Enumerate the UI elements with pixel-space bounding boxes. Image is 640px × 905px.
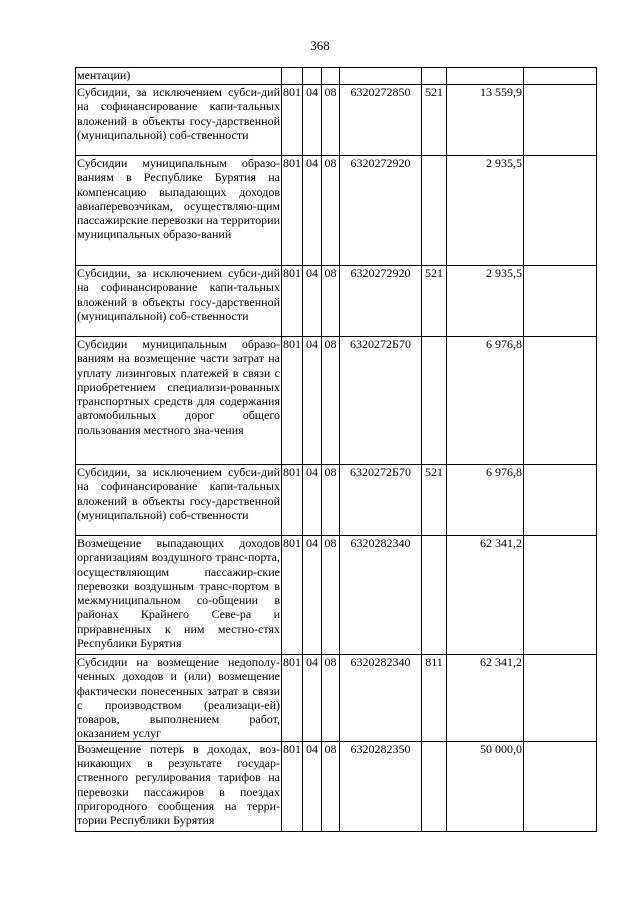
target-article-code: 6320272920 [340, 156, 422, 266]
subsection-code: 04 [303, 156, 322, 266]
empty-cell [524, 655, 597, 742]
empty-cell [524, 266, 597, 337]
item-code: 08 [322, 741, 340, 831]
subsection-code: 04 [303, 741, 322, 831]
expense-type-code: 521 [422, 85, 447, 156]
item-code: 08 [322, 337, 340, 465]
item-code [322, 68, 340, 85]
item-code: 08 [322, 465, 340, 536]
section-code: 801 [282, 655, 303, 742]
table-row [76, 266, 597, 337]
expense-type-code [422, 156, 447, 266]
table-row [76, 741, 597, 831]
empty-cell [524, 68, 597, 85]
expense-type-code [422, 68, 447, 85]
subsection-code [303, 68, 322, 85]
section-code: 801 [282, 266, 303, 337]
row-description: Субсидии, за исключением субси-дий на софинансирование капи-тальных вложений в объекты госу-дарственной (муниципальной) соб-ственности [76, 85, 282, 156]
expense-type-code: 521 [422, 266, 447, 337]
subsection-code: 04 [303, 266, 322, 337]
section-code: 801 [282, 85, 303, 156]
expense-type-code: 811 [422, 655, 447, 742]
target-article-code: 6320282340 [340, 536, 422, 655]
table-row [76, 465, 597, 536]
row-description: Возмещение потерь в доходах, воз-никающих в результате государ-ственного регулирования тарифов на перевозки пассажиров в поездах пригородного сообщения на терри-тории Республики Бурятия [76, 741, 282, 831]
expense-type-code: 521 [422, 465, 447, 536]
budget-table [75, 67, 597, 832]
table-row [76, 337, 597, 465]
subsection-code: 04 [303, 465, 322, 536]
empty-cell [524, 465, 597, 536]
section-code: 801 [282, 156, 303, 266]
table-row [76, 655, 597, 742]
page-number: 368 [310, 38, 330, 53]
table-row [76, 85, 597, 156]
section-code: 801 [282, 337, 303, 465]
item-code: 08 [322, 266, 340, 337]
amount-value: 50 000,0 [447, 741, 524, 831]
section-code: 801 [282, 741, 303, 831]
item-code: 08 [322, 156, 340, 266]
amount-value: 6 976,8 [447, 465, 524, 536]
row-description: ментации) [76, 68, 282, 85]
amount-value: 13 559,9 [447, 85, 524, 156]
item-code: 08 [322, 655, 340, 742]
target-article-code: 6320272Б70 [340, 465, 422, 536]
amount-value: 6 976,8 [447, 337, 524, 465]
section-code: 801 [282, 465, 303, 536]
empty-cell [524, 156, 597, 266]
target-article-code: 6320272920 [340, 266, 422, 337]
subsection-code: 04 [303, 85, 322, 156]
target-article-code: 6320282350 [340, 741, 422, 831]
expense-type-code [422, 741, 447, 831]
subsection-code: 04 [303, 655, 322, 742]
empty-cell [524, 536, 597, 655]
subsection-code: 04 [303, 337, 322, 465]
empty-cell [524, 85, 597, 156]
section-code [282, 68, 303, 85]
row-description: Субсидии, за исключением субси-дий на софинансирование капи-тальных вложений в объекты госу-дарственной (муниципальной) соб-ственности [76, 266, 282, 337]
row-description: Субсидии муниципальным образо-ваниям в Республике Бурятия на компенсацию выпадающих доходов авиаперевозчикам, осуществляю-щим пассажирские перевозки на территории муниципальных образо-ваний [76, 156, 282, 266]
amount-value: 62 341,2 [447, 655, 524, 742]
table-row [76, 68, 597, 85]
amount-value [447, 68, 524, 85]
item-code: 08 [322, 85, 340, 156]
amount-value: 2 935,5 [447, 266, 524, 337]
target-article-code: 6320272Б70 [340, 337, 422, 465]
subsection-code: 04 [303, 536, 322, 655]
target-article-code: 6320272850 [340, 85, 422, 156]
expense-type-code [422, 337, 447, 465]
target-article-code [340, 68, 422, 85]
target-article-code: 6320282340 [340, 655, 422, 742]
row-description: Субсидии, за исключением субси-дий на софинансирование капи-тальных вложений в объекты госу-дарственной (муниципальной) соб-ственности [76, 465, 282, 536]
row-description: Субсидии муниципальным образо-ваниям на возмещение части затрат на уплату лизинговых платежей в связи с приобретением специализи-рованных транспортных средств для содержания автомобильных дорог общего пользования местного зна-чения [76, 337, 282, 465]
empty-cell [524, 741, 597, 831]
empty-cell [524, 337, 597, 465]
item-code: 08 [322, 536, 340, 655]
budget-table-body [76, 68, 597, 832]
row-description: Возмещение выпадающих доходов организациям воздушного транс-порта, осуществляющим пассажир-ские перевозки воздушным транс-портом в межмуниципальном со-общении в районах Крайнего Севе-ра и приравненных к ним местно-стях Республики Бурятия [76, 536, 282, 655]
expense-type-code [422, 536, 447, 655]
row-description: Субсидии на возмещение недополу-ченных доходов и (или) возмещение фактически понесенных затрат в связи с производством (реализаци-ей) товаров, выполнением работ, оказанием услуг [77, 655, 280, 741]
section-code: 801 [282, 536, 303, 655]
amount-value: 62 341,2 [447, 536, 524, 655]
table-row [76, 156, 597, 266]
table-row [76, 536, 597, 655]
amount-value: 2 935,5 [447, 156, 524, 266]
